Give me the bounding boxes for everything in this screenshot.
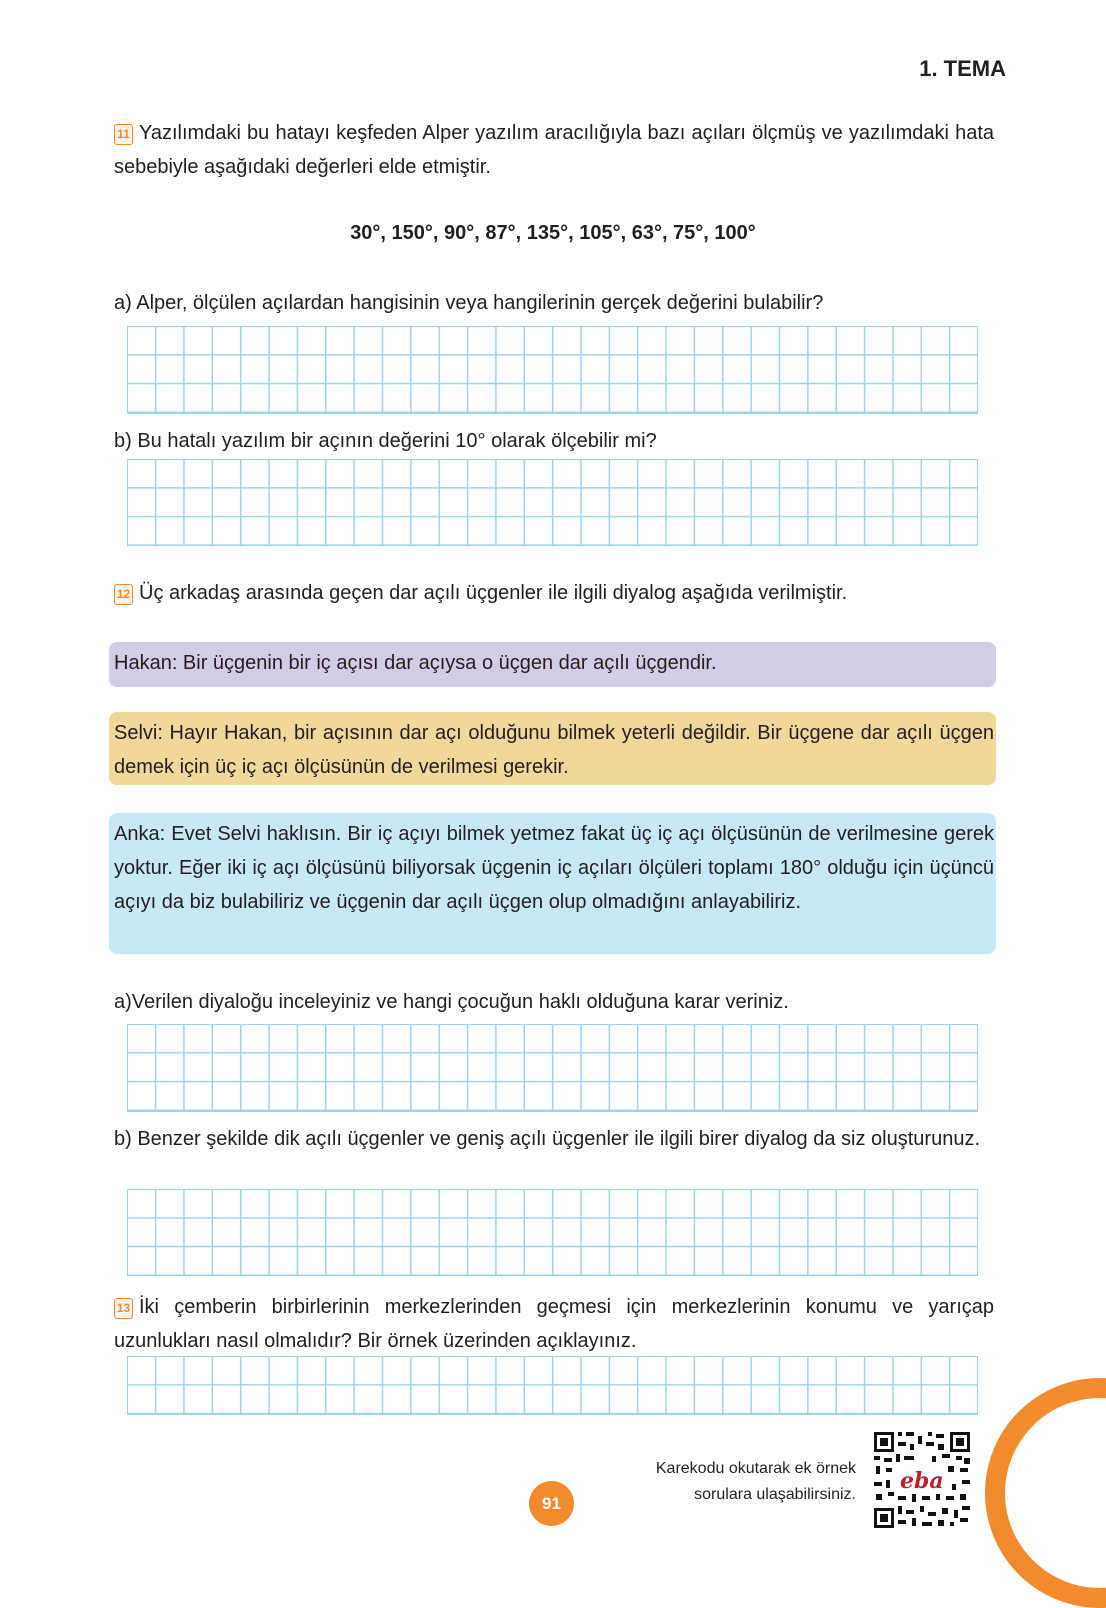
answer-grid-12b[interactable]: [127, 1189, 978, 1276]
answer-grid-12a[interactable]: [127, 1024, 978, 1112]
qr-caption-line-2: sorulara ulaşabilirsiniz.: [694, 1486, 856, 1503]
question-11a: a) Alper, ölçülen açılardan hangisinin veya hangilerinin gerçek değerini bulabilir?: [114, 292, 824, 314]
measured-angles: 30°, 150°, 90°, 87°, 135°, 105°, 63°, 75°, 100°: [350, 222, 756, 244]
page-number: 91: [529, 1481, 574, 1526]
question-number-13: 13: [114, 1298, 133, 1319]
dialog-hakan: [109, 642, 996, 687]
qr-code[interactable]: [872, 1430, 972, 1530]
answer-grid-13[interactable]: [127, 1356, 978, 1415]
dialog-anka-text: Anka: Evet Selvi haklısın. Bir iç açıyı bilmek yetmez fakat üç iç açı ölçüsünün de verilmesine gerek yoktur. Eğer iki iç açı ölçüsünü biliyorsak üçgenin iç açıları ölçüleri toplamı 180° olduğu için üçüncü açıyı da biz bulabiliriz ve üçgenin dar açılı üçgen olup olmadığını anlayabiliriz.: [114, 823, 994, 913]
dialog-anka: [109, 813, 996, 954]
decorative-arc: [985, 1378, 1106, 1608]
qr-caption-line-1: Karekodu okutarak ek örnek: [655, 1460, 856, 1477]
question-12b: b) Benzer şekilde dik açılı üçgenler ve geniş açılı üçgenler ile ilgili birer diyalog da siz oluşturunuz.: [114, 1128, 980, 1150]
theme-title: 1. TEMA: [919, 56, 1006, 81]
question-12-text: Üç arkadaş arasında geçen dar açılı üçgenler ile ilgili diyalog aşağıda verilmiştir.: [139, 582, 848, 604]
dialog-selvi-text: Selvi: Hayır Hakan, bir açısının dar açı olduğunu bilmek yeterli değildir. Bir üçgene dar açılı üçgen demek için üç iç açı ölçüsünün de verilmesi gerekir.: [114, 722, 994, 778]
question-12a: a)Verilen diyaloğu inceleyiniz ve hangi çocuğun haklı olduğuna karar veriniz.: [114, 991, 789, 1013]
question-number-12: 12: [114, 584, 133, 605]
question-13-text: İki çemberin birbirlerinin merkezlerinden geçmesi için merkezlerinin konumu ve yarıçap uzunlukları nasıl olmalıdır? Bir örnek üzerinden açıklayınız.: [114, 1296, 994, 1352]
dialog-selvi: [109, 712, 996, 785]
question-13: [114, 1290, 994, 1358]
answer-grid-11b[interactable]: [127, 459, 978, 546]
qr-caption: [656, 1456, 856, 1508]
question-12: [114, 576, 994, 610]
question-11b: b) Bu hatalı yazılım bir açının değerini 10° olarak ölçebilir mi?: [114, 430, 657, 452]
question-11-text: Yazılımdaki bu hatayı keşfeden Alper yazılım aracılığıyla bazı açıları ölçmüş ve yazılımdaki hata sebebiyle aşağıdaki değerleri elde etmiştir.: [114, 122, 994, 178]
answer-grid-11a[interactable]: [127, 326, 978, 414]
dialog-hakan-text: Hakan: Bir üçgenin bir iç açısı dar açıysa o üçgen dar açılı üçgendir.: [114, 652, 717, 674]
question-11: [114, 116, 994, 184]
eba-logo: eba: [900, 1468, 944, 1494]
question-number-11: 11: [114, 124, 133, 145]
